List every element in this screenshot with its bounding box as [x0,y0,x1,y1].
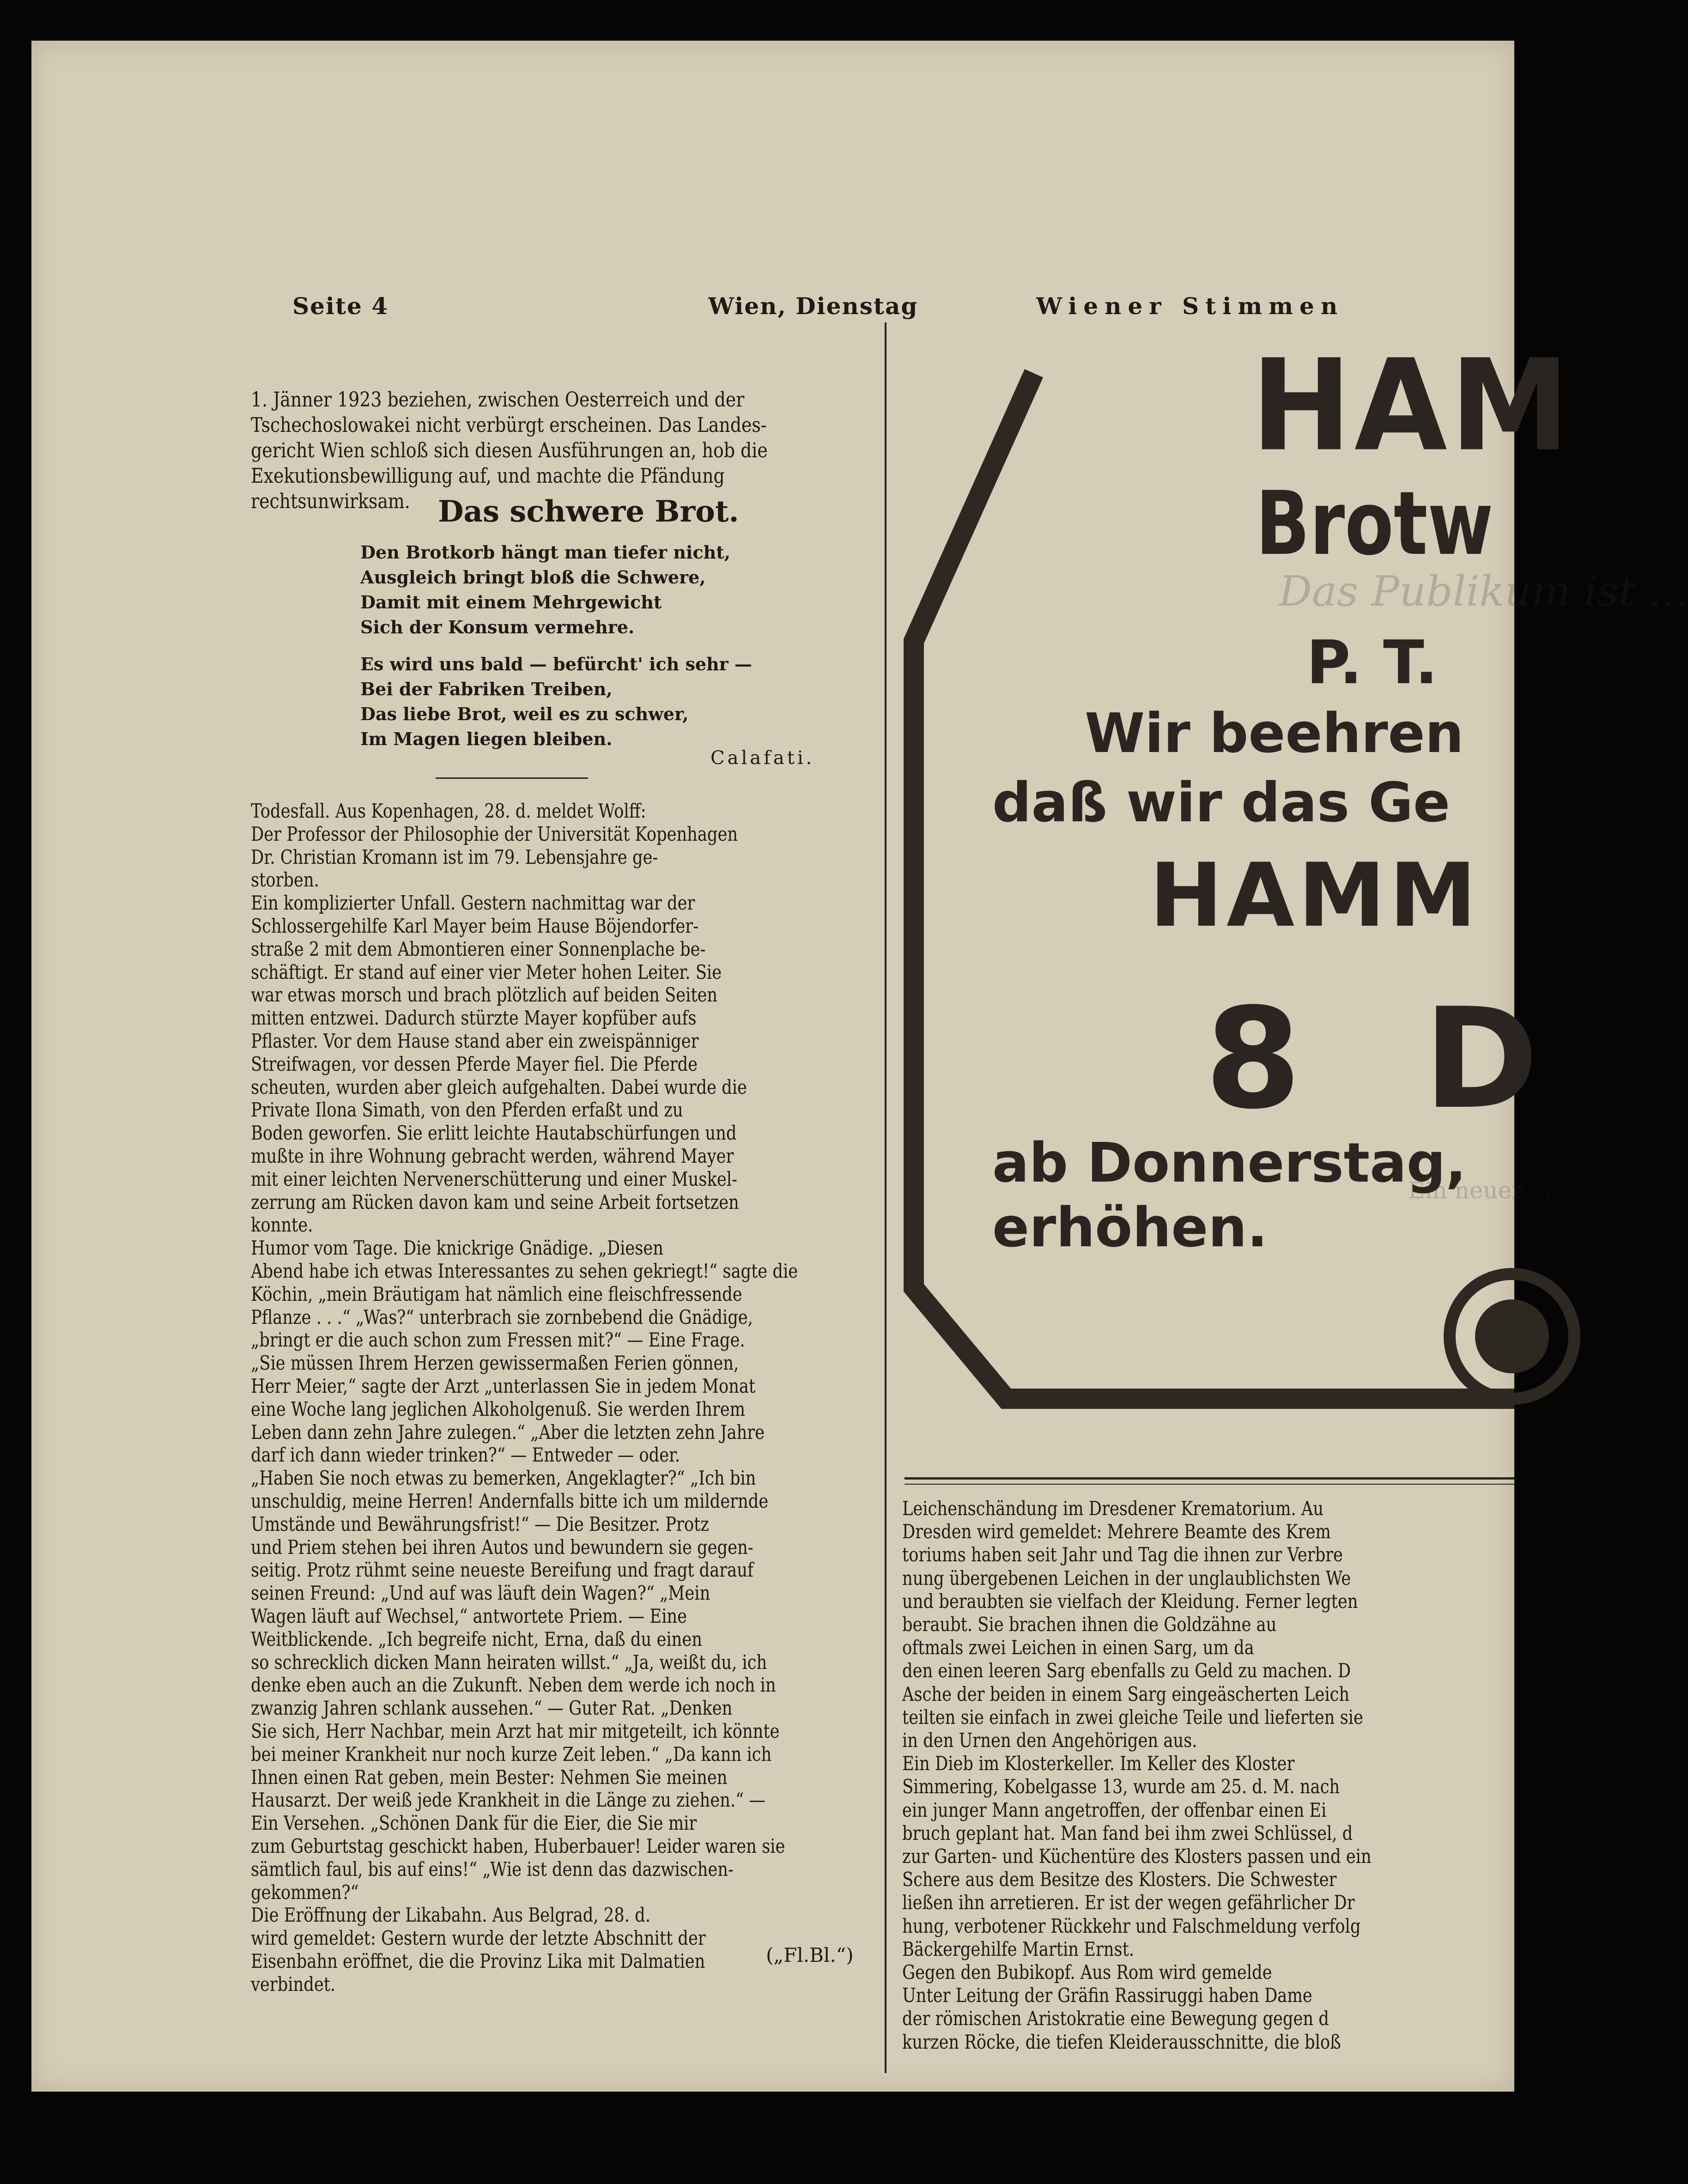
article-line: straße 2 mit dem Abmontieren einer Sonnenplache be- [251,937,706,960]
article-line: gekommen?“ [251,1881,359,1904]
right-article-line: in den Urnen den Angehörigen aus. [902,1729,1197,1752]
ad-ghost-text-top: Das Publikum ist ... [1279,567,1688,616]
ad-text-line-4: erhöhen. [992,1195,1268,1259]
poem-line: Sich der Konsum vermehre. [360,617,635,637]
article-line: „bringt er die auch schon zum Fressen mit?“ — Eine Frage. [251,1329,745,1352]
intro-line: gericht Wien schloß sich diesen Ausführungen an, hob die [251,439,768,462]
poem-line: Im Magen liegen bleiben. [360,728,613,749]
right-article-line: Asche der beiden in einem Sarg eingeäscherten Leich [902,1682,1350,1705]
article-line: darf ich dann wieder trinken?“ — Entweder — oder. [251,1444,680,1467]
right-article-line: Simmering, Kobelgasse 13, wurde am 25. d. M. nach [902,1775,1340,1798]
intro-line: rechtsunwirksam. [251,490,410,513]
article-line: so schrecklich dicken Mann heiraten willst.“ „Ja, weißt du, ich [251,1650,767,1674]
article-line: Humor vom Tage. Die knickrige Gnädige. „Diesen [251,1237,663,1260]
article-line: sämtlich faul, bis auf eins!“ „Wie ist denn das dazwischen- [251,1857,734,1881]
right-article-line: teilten sie einfach in zwei gleiche Teile und lieferten sie [902,1705,1363,1729]
article-line: „Haben Sie noch etwas zu bemerken, Angeklagter?“ „Ich bin [251,1467,756,1490]
article-line: Todesfall. Aus Kopenhagen, 28. d. meldet Wolff: [251,800,646,822]
article-line: seinen Freund: „Und auf was läuft dein Wagen?“ „Mein [251,1582,710,1605]
right-article-line: nung übergebenen Leichen in der unglaublichsten We [902,1566,1351,1589]
article-line: Schlossergehilfe Karl Mayer beim Hause Böjendorfer- [251,915,699,937]
article-line: mußte in ihre Wohnung gebracht werden, während Mayer [251,1145,734,1167]
source-credit: („Fl.Bl.“) [766,1944,854,1966]
article-line: konnte. [251,1213,313,1237]
article-line: unschuldig, meine Herren! Andernfalls bitte ich um mildernde [251,1490,769,1512]
right-article-line: oftmals zwei Leichen in einen Sarg, um da [902,1636,1254,1659]
right-article-line: kurzen Röcke, die tiefen Kleiderausschnitte, die bloß [902,2030,1341,2053]
article-line: und Priem stehen bei ihren Autos und bewundern sie gegen- [251,1535,753,1559]
right-article-line: Ein Dieb im Klosterkeller. Im Keller des Kloster [902,1752,1295,1775]
article-line: Leben dann zehn Jahre zulegen.“ „Aber die letzten zehn Jahre [251,1420,765,1444]
article-line: Abend habe ich etwas Interessantes zu sehen gekriegt!“ sagte die [251,1260,798,1282]
poem-line: Bei der Fabriken Treiben, [360,679,613,699]
poem-line: Das liebe Brot, weil es zu schwer, [360,704,689,724]
article-line: mit einer leichten Nervenerschütterung und einer Muskel- [251,1167,737,1190]
intro-line: 1. Jänner 1923 beziehen, zwischen Oesterreich und der [251,388,745,412]
right-article-line: der römischen Aristokratie eine Bewegung gegen d [902,2007,1329,2030]
article-line: Dr. Christian Kromann ist im 79. Lebensjahre ge- [251,845,658,868]
right-article-line: den einen leeren Sarg ebenfalls zu Geld zu machen. D [902,1659,1351,1682]
ad-brand: HAMM [1149,844,1481,946]
article-line: Köchin, „mein Bräutigam hat nämlich eine fleischfressende [251,1282,742,1305]
article-line: mitten entzwei. Dadurch stürzte Mayer kopfüber aufs [251,1007,697,1030]
poem-line: Damit mit einem Mehrgewicht [360,592,662,613]
right-article-line: Schere aus dem Besitze des Klosters. Die Schwester [902,1868,1337,1891]
article-line: war etwas morsch und brach plötzlich auf beiden Seiten [251,983,718,1007]
intro-line: Tschechoslowakei nicht verbürgt erscheinen. Das Landes- [251,413,767,437]
article-line: „Sie müssen Ihrem Herzen gewissermaßen Ferien gönnen, [251,1352,739,1375]
right-article-line: Unter Leitung der Gräfin Rassiruggi haben Dame [902,1984,1312,2007]
article-line: Ihnen einen Rat geben, mein Bester: Nehmen Sie meinen [251,1765,728,1789]
article-line: seitig. Protz rühmt seine neueste Bereifung und fragt darauf [251,1559,753,1582]
right-article-line: bruch geplant hat. Man fand bei ihm zwei Schlüssel, d [902,1821,1353,1844]
article-line: zum Geburtstag geschickt haben, Huberbauer! Leider waren sie [251,1835,785,1857]
newspaper-page [31,41,1688,2092]
page-number: Seite 4 [292,292,389,320]
ad-text-line-1: Wir beehren [1085,701,1464,765]
article-line: denke eben auch an die Zukunft. Neben dem werde ich noch in [251,1674,776,1697]
article-line: Private Ilona Simath, von den Pferden erfaßt und zu [251,1098,683,1122]
column-divider [885,322,887,2073]
article-line: Hausarzt. Der weiß jede Krankheit in die Länge zu ziehen.“ — [251,1789,765,1812]
article-line: wird gemeldet: Gestern wurde der letzte Abschnitt der [251,1927,706,1950]
poem-line: Ausgleich bringt bloß die Schwere, [360,567,706,588]
ad-text-line-3: ab Donnerstag, [992,1131,1466,1195]
right-article-line: ließen ihn arretieren. Er ist der wegen gefährlicher Dr [902,1891,1355,1914]
poem-author: Calafati. [710,747,815,769]
right-article-line: Dresden wird gemeldet: Mehrere Beamte des Krem [902,1520,1331,1543]
article-line: Pflaster. Vor dem Hause stand aber ein zweispänniger [251,1030,699,1052]
right-article-line: Leichenschändung im Dresdener Krematorium. Au [902,1497,1324,1520]
poem-separator [436,777,588,779]
intro-line: Exekutionsbewilligung auf, und machte die Pfändung [251,464,725,488]
right-article-line: beraubt. Sie brachen ihnen die Goldzähne au [902,1613,1277,1636]
article-line: Ein Versehen. „Schönen Dank für die Eier, die Sie mir [251,1812,697,1835]
poem-title: Das schwere Brot. [438,494,739,529]
ad-subhead: Brotw [1256,473,1494,575]
article-line: eine Woche lang jeglichen Alkoholgenuß. Sie werden Ihrem [251,1397,746,1420]
right-article-line: Bäckergehilfe Martin Ernst. [902,1937,1135,1960]
ad-salutation: P. T. [1306,627,1438,698]
right-article-line: zur Garten- und Küchentüre des Klosters passen und ein [902,1845,1372,1868]
article-line: Streifwagen, vor dessen Pferde Mayer fiel. Die Pferde [251,1052,698,1075]
article-line: schäftigt. Er stand auf einer vier Meter hohen Leiter. Sie [251,960,722,983]
article-line: scheuten, wurden aber gleich aufgehalten. Dabei wurde die [251,1075,747,1098]
article-line: Eisenbahn eröffnet, die die Provinz Lika mit Dalmatien [251,1950,705,1972]
article-line: zwanzig Jahren schlank aussehen.“ — Guter Rat. „Denken [251,1697,733,1720]
article-line: Wagen läuft auf Wechsel,“ antwortete Priem. — Eine [251,1605,687,1627]
right-article-line: hung, verbotener Rückkehr und Falschmeldung verfolg [902,1914,1361,1937]
ad-ghost-text-mid: Ein neuer ... [1408,1177,1552,1204]
ad-bottom-rule-thin [905,1484,1514,1485]
article-line: Ein komplizierter Unfall. Gestern nachmittag war der [251,892,695,915]
ad-headline: HAM [1251,333,1573,479]
poem-line: Den Brotkorb hängt man tiefer nicht, [360,542,730,563]
article-line: storben. [251,868,319,892]
article-line: verbindet. [251,1972,336,1996]
article-line: bei meiner Krankheit nur noch kurze Zeit leben.“ „Da kann ich [251,1742,772,1765]
poem-line: Es wird uns bald — befürcht' ich sehr — [360,654,752,674]
right-article-line: und beraubten sie vielfach der Kleidung. Ferner legten [902,1589,1358,1613]
dateline: Wien, Dienstag [708,292,918,320]
article-line: Die Eröffnung der Likabahn. Aus Belgrad, 28. d. [251,1904,650,1927]
article-line: zerrung am Rücken davon kam und seine Arbeit fortsetzen [251,1190,739,1213]
ad-bottom-rule [905,1477,1514,1480]
article-line: Sie sich, Herr Nachbar, mein Arzt hat mir mitgeteilt, ich könnte [251,1720,780,1742]
ad-price: 8 D [1205,978,1576,1140]
right-article-line: ein junger Mann angetroffen, der offenbar einen Ei [902,1798,1327,1821]
masthead: Wiener Stimmen [1036,292,1344,320]
article-line: Der Professor der Philosophie der Universität Kopenhagen [251,822,738,845]
article-line: Herr Meier,“ sagte der Arzt „unterlassen Sie in jedem Monat [251,1375,756,1397]
right-article-line: toriums haben seit Jahr und Tag die ihnen zur Verbre [902,1543,1343,1566]
article-line: Pflanze . . .“ „Was?“ unterbrach sie zornbebend die Gnädige, [251,1305,753,1329]
right-article-line: Gegen den Bubikopf. Aus Rom wird gemelde [902,1961,1272,1984]
ad-text-line-2: daß wir das Ge [992,770,1451,834]
article-line: Boden geworfen. Sie erlitt leichte Hautabschürfungen und [251,1122,737,1145]
article-line: Umstände und Bewährungsfrist!“ — Die Besitzer. Protz [251,1512,709,1535]
article-line: Weitblickende. „Ich begreife nicht, Erna, daß du einen [251,1627,702,1650]
